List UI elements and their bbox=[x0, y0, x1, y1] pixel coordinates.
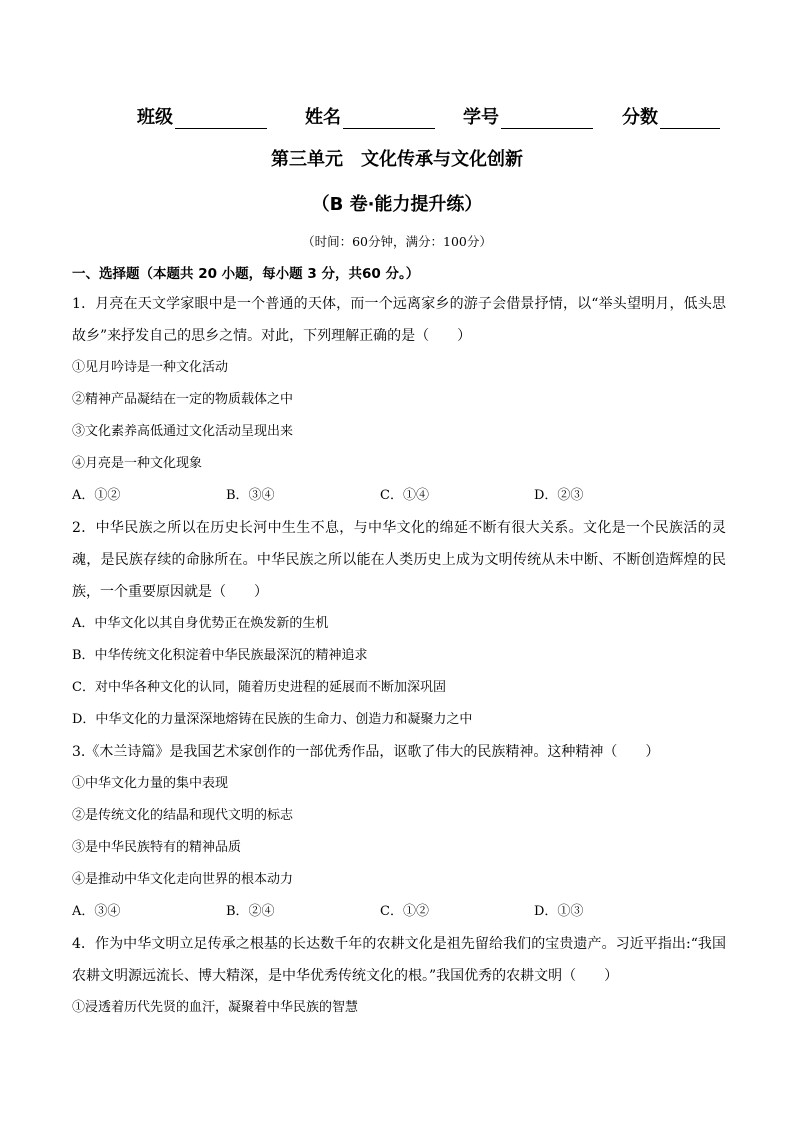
name-blank[interactable] bbox=[343, 108, 435, 129]
question-stem: 4．作为中华文明立足传承之根基的长达数千年的农耕文化是祖先留给我们的宝贵遗产。习近平指出:“我国农耕文明源远流长、博大精深，是中华优秀传统文化的根。”我国优秀的农耕文明（ ） bbox=[72, 936, 726, 984]
page-subtitle: （B 卷·能力提升练） bbox=[311, 194, 483, 215]
question-3 bbox=[72, 736, 726, 928]
class-field[interactable] bbox=[137, 103, 267, 129]
time-info: （时间：60分钟，满分：100分） bbox=[302, 234, 492, 249]
class-blank[interactable] bbox=[175, 108, 267, 129]
question-1 bbox=[72, 288, 726, 512]
statement-item: ①浸透着历代先贤的血汗，凝聚着中华民族的智慧 bbox=[72, 1000, 359, 1015]
choice-d[interactable]: D．②③ bbox=[534, 488, 584, 503]
question-2 bbox=[72, 512, 726, 736]
statement-item: ②是传统文化的结晶和现代文明的标志 bbox=[72, 808, 294, 823]
student-number-blank[interactable] bbox=[501, 108, 593, 129]
choice-b[interactable]: B．②④ bbox=[226, 904, 275, 919]
choice-d[interactable]: D．①③ bbox=[534, 904, 584, 919]
choice-c[interactable]: C．对中华各种文化的认同，随着历史进程的延展而不断加深巩固 bbox=[72, 680, 446, 695]
name-label: 姓名 bbox=[305, 107, 341, 128]
unit-topic: 文化传承与文化创新 bbox=[361, 149, 523, 170]
score-field[interactable] bbox=[622, 103, 720, 129]
student-number-label: 学号 bbox=[463, 107, 499, 128]
choice-d[interactable]: D．中华文化的力量深深地熔铸在民族的生命力、创造力和凝聚力之中 bbox=[72, 712, 473, 727]
choice-b[interactable]: B．③④ bbox=[226, 488, 275, 503]
statement-item: ③文化素养高低通过文化活动呈现出来 bbox=[72, 424, 294, 439]
statement-item: ②精神产品凝结在一定的物质载体之中 bbox=[72, 392, 294, 407]
statement-item: ③是中华民族特有的精神品质 bbox=[72, 840, 242, 855]
name-field[interactable] bbox=[305, 103, 435, 129]
statement-item: ①中华文化力量的集中表现 bbox=[72, 776, 229, 791]
question-stem: 1．月亮在天文学家眼中是一个普通的天体，而一个远离家乡的游子会借景抒情，以“举头望明月，低头思故乡”来抒发自己的思乡之情。对此，下列理解正确的是（ ） bbox=[72, 296, 726, 344]
statement-item: ④是推动中华文化走向世界的根本动力 bbox=[72, 872, 294, 887]
question-stem: 3.《木兰诗篇》是我国艺术家创作的一部优秀作品，讴歌了伟大的民族精神。这种精神（ ） bbox=[72, 744, 660, 760]
choice-a[interactable]: A．③④ bbox=[72, 904, 121, 919]
answer-choices bbox=[72, 896, 726, 928]
question-4 bbox=[72, 928, 726, 1024]
student-number-field[interactable] bbox=[463, 103, 593, 129]
score-blank[interactable] bbox=[660, 108, 720, 129]
question-stem: 2．中华民族之所以在历史长河中生生不息，与中华文化的绵延不断有很大关系。文化是一个民族活的灵魂，是民族存续的命脉所在。中华民族之所以能在人类历史上成为文明传统从未中断、不断创造辉煌的民族，一个重要原因就是（ ） bbox=[72, 520, 726, 600]
page-title bbox=[0, 145, 794, 171]
choice-a[interactable]: A．中华文化以其自身优势正在焕发新的生机 bbox=[72, 616, 329, 631]
answer-choices bbox=[72, 480, 726, 512]
score-label: 分数 bbox=[622, 107, 658, 128]
section-heading: 一、选择题（本题共 20 小题，每小题 3 分，共60 分。） bbox=[72, 266, 420, 282]
statement-item: ④月亮是一种文化现象 bbox=[72, 456, 203, 471]
class-label: 班级 bbox=[137, 107, 173, 128]
questions-list bbox=[72, 288, 726, 1024]
unit-label: 第三单元 bbox=[271, 149, 343, 170]
choice-c[interactable]: C．①② bbox=[380, 904, 429, 919]
choice-b[interactable]: B．中华传统文化积淀着中华民族最深沉的精神追求 bbox=[72, 648, 368, 663]
statement-item: ①见月吟诗是一种文化活动 bbox=[72, 360, 229, 375]
choice-c[interactable]: C．①④ bbox=[380, 488, 429, 503]
student-info-row bbox=[0, 103, 794, 133]
choice-a[interactable]: A．①② bbox=[72, 488, 121, 503]
